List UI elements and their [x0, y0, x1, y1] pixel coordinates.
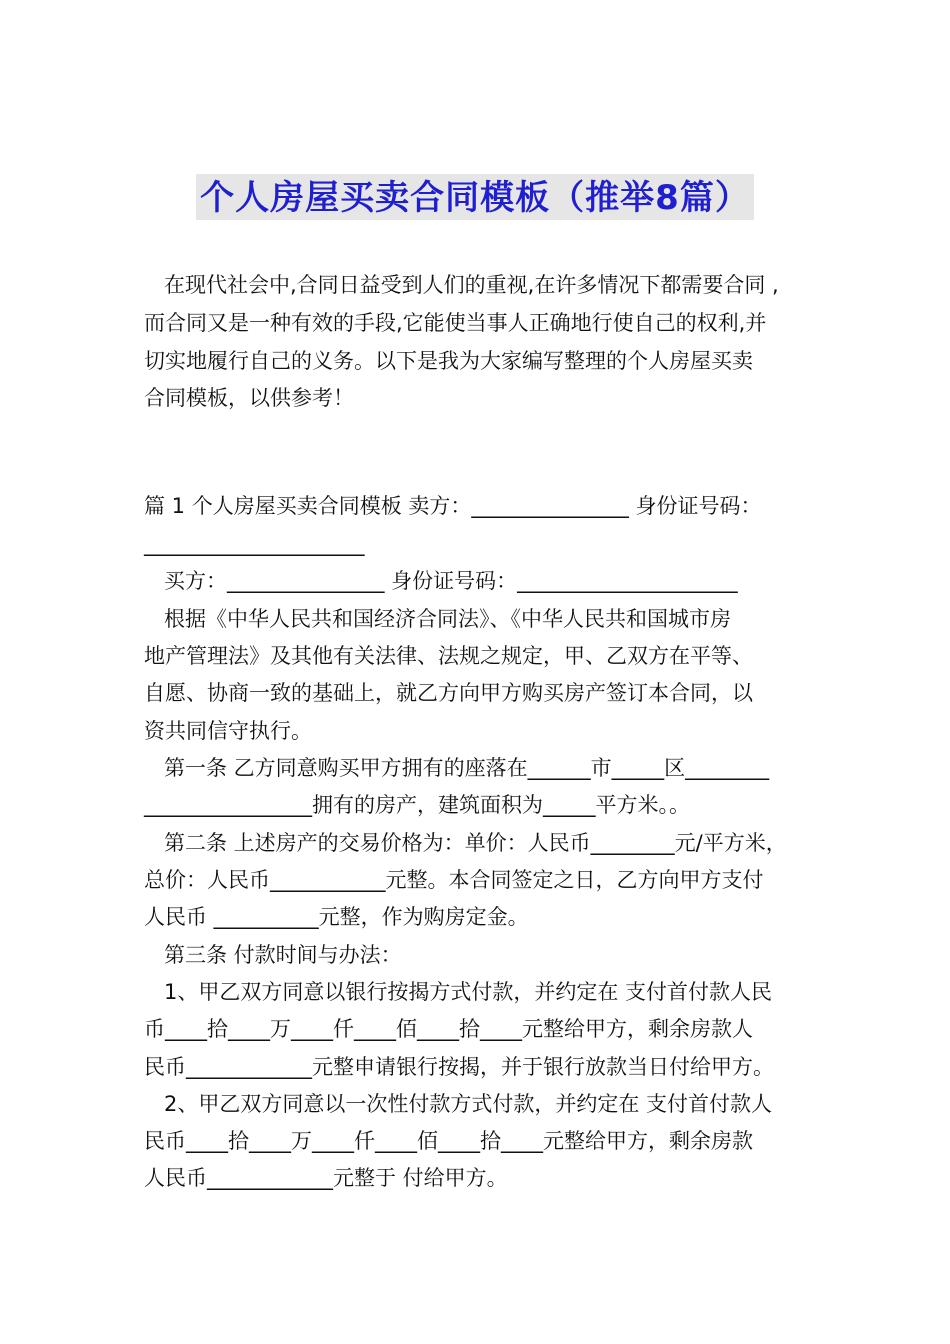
intro-line-4: 合同模板，以供参考！ [144, 386, 354, 410]
intro-line-3: 切实地履行自己的义务。以下是我为大家编写整理的个人房屋买卖 [144, 349, 753, 373]
article-3-heading: 第三条 付款时间与办法： [164, 943, 402, 967]
intro-line-2: 而合同又是一种有效的手段,它能使当事人正确地行使自己的权利,并 [144, 311, 767, 335]
title-container [0, 174, 950, 220]
clause-1-line-1: 1、甲乙双方同意以银行按揭方式付款，并约定在 支付首付款人民 [164, 980, 773, 1004]
article-1-line-1: 第一条 乙方同意购买甲方拥有的座落在______市_____区________ [164, 756, 770, 780]
document-title: 个人房屋买卖合同模板（推举8篇） [196, 174, 754, 220]
buyer-line: 买方：_______________ 身份证号码：_____________________ [164, 569, 738, 593]
preamble-line-3: 自愿、协商一致的基础上，就乙方向甲方购买房产签订本合同，以 [144, 681, 753, 705]
intro-line-1: 在现代社会中,合同日益受到人们的重视,在许多情况下都需要合同 , [164, 273, 779, 297]
preamble-line-4: 资共同信守执行。 [144, 719, 312, 743]
seller-id-blank-line: _____________________ [144, 532, 365, 556]
article-2-line-1: 第二条 上述房产的交易价格为：单价：人民币________元/平方米， [164, 831, 787, 855]
preamble-line-2: 地产管理法》及其他有关法律、法规之规定，甲、乙双方在平等、 [144, 644, 753, 668]
article-1-line-2: ________________拥有的房产，建筑面积为_____平方米。。 [144, 793, 690, 817]
clause-1-line-3: 民币____________元整申请银行按揭，并于银行放款当日付给甲方。 [144, 1055, 774, 1079]
clause-2-line-2: 民币____拾____万____仟____佰____拾____元整给甲方，剩余房款 [144, 1129, 753, 1153]
preamble-line-1: 根据《中华人民共和国经济合同法》、《中华人民共和国城市房 [164, 607, 731, 631]
article-2-line-3: 人民币 __________元整，作为购房定金。 [144, 905, 529, 929]
article-2-line-2: 总价：人民币___________元整。本合同签定之日，乙方向甲方支付 [144, 868, 764, 892]
section-heading-line: 篇 1 个人房屋买卖合同模板 卖方：_______________ 身份证号码： [144, 494, 762, 518]
clause-2-line-1: 2、甲乙双方同意以一次性付款方式付款，并约定在 支付首付款人 [164, 1092, 773, 1116]
clause-2-line-3: 人民币____________元整于 付给甲方。 [144, 1166, 508, 1190]
clause-1-line-2: 币____拾____万____仟____佰____拾____元整给甲方，剩余房款人 [144, 1017, 753, 1041]
